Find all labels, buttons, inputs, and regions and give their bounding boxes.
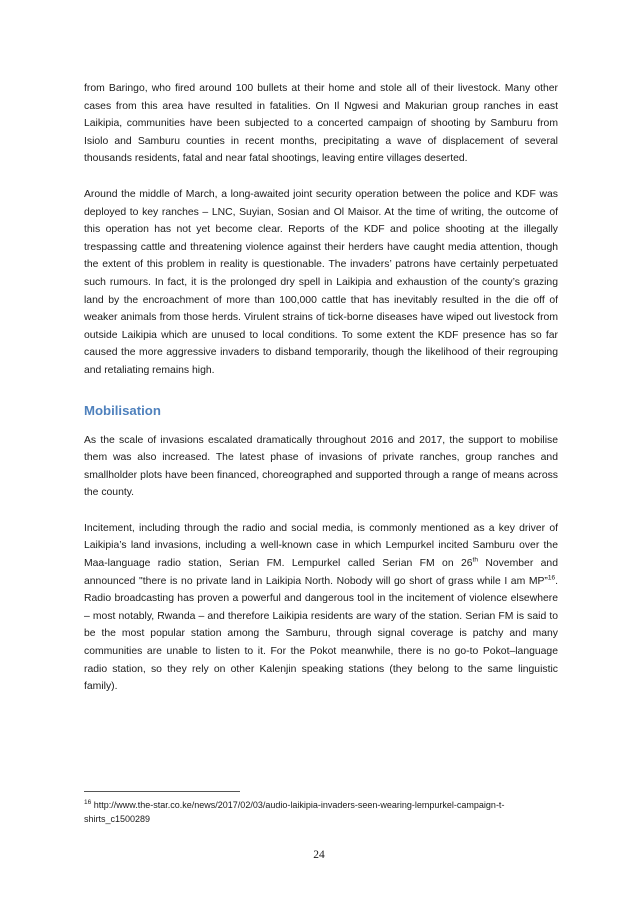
page-content (84, 80, 558, 714)
section-heading-mobilisation: Mobilisation (84, 402, 161, 418)
paragraph-security-operation: Around the middle of March, a long-awaited joint security operation between the police and KDF was deployed to key ranches – LNC, Suyian, Sosian and Ol Maisor. At the time of writing, the outcome of this operation has not yet become clear. Reports of the KDF and police shooting at the illegally trespassing cattle and threatening violence against their herders have caught media attention, though the extent of this problem in reality is questionable. The invaders’ patrons have certainly perpetuated such rumours. In fact, it is the prolonged dry spell in Laikipia and exhaustion of the county’s grazing land by the encroachment of more than 100,000 cattle that has inevitably resulted in the die off of weaker animals from those herds. Virulent strains of tick-borne diseases have wiped out livestock from outside Laikipia which are unused to local conditions. To some extent the KDF presence has so far caused the more aggressive invaders to disband temporarily, though the likelihood of their regrouping and retaliating remains high. (84, 188, 558, 376)
paragraph-baringo-attacks: from Baringo, who fired around 100 bullets at their home and stole all of their livestock. Many other cases from this area have resulted in fatalities. On Il Ngwesi and Makurian group ranches in east Laikipia, communities have been subjected to a concerted campaign of shooting by Samburu from Isiolo and Samburu counties in recent months, precipitating a wave of displacement of several thousands residents, fatal and near fatal shootings, leaving entire villages deserted. (84, 83, 558, 165)
incitement-text-part-2: November and announced "there is no private land in Laikipia North. Nobody will go short of grass while I am MP” (84, 558, 558, 587)
incitement-text-part-3: . Radio broadcasting has proven a powerful and dangerous tool in the incitement of violence elsewhere – most notably, Rwanda – and therefore Laikipia residents are wary of the station. Serian FM is said to be the most popular station among the Samburu, through signal coverage is patchy and many communities are unable to listen to it. For the Pokot meanwhile, there is no go-to Pokot–language radio station, so they rely on other Kalenjin speaking stations (they belong to the same linguistic family). (84, 575, 558, 693)
footnote (84, 798, 558, 826)
page-number: 24 (313, 849, 325, 861)
paragraph-incitement (84, 520, 558, 696)
paragraph-mobilisation-support: As the scale of invasions escalated dramatically throughout 2016 and 2017, the support to mobilise them was also increased. The latest phase of invasions of private ranches, group ranches and smallholder plots have been financed, choreographed and supported through a range of means across the county. (84, 434, 558, 499)
footnote-reference[interactable]: 16 (547, 574, 556, 582)
incitement-text-part-1: Incitement, including through the radio and social media, is commonly mentioned as a key driver of Laikipia’s land invasions, including a well-known case in which Lempurkel incited Samburu over the Maa-language radio station, Serian FM. Lempurkel called Serian FM on 26 (84, 522, 558, 570)
footnote-separator (84, 791, 240, 792)
ordinal-superscript: th (472, 556, 478, 564)
footnote-link[interactable]: http://www.the-star.co.ke/news/2017/02/03/audio-laikipia-invaders-seen-wearing-lempurkel-campaign-t-shirts_c1500289 (84, 800, 505, 824)
footnote-number: 16 (84, 799, 92, 806)
